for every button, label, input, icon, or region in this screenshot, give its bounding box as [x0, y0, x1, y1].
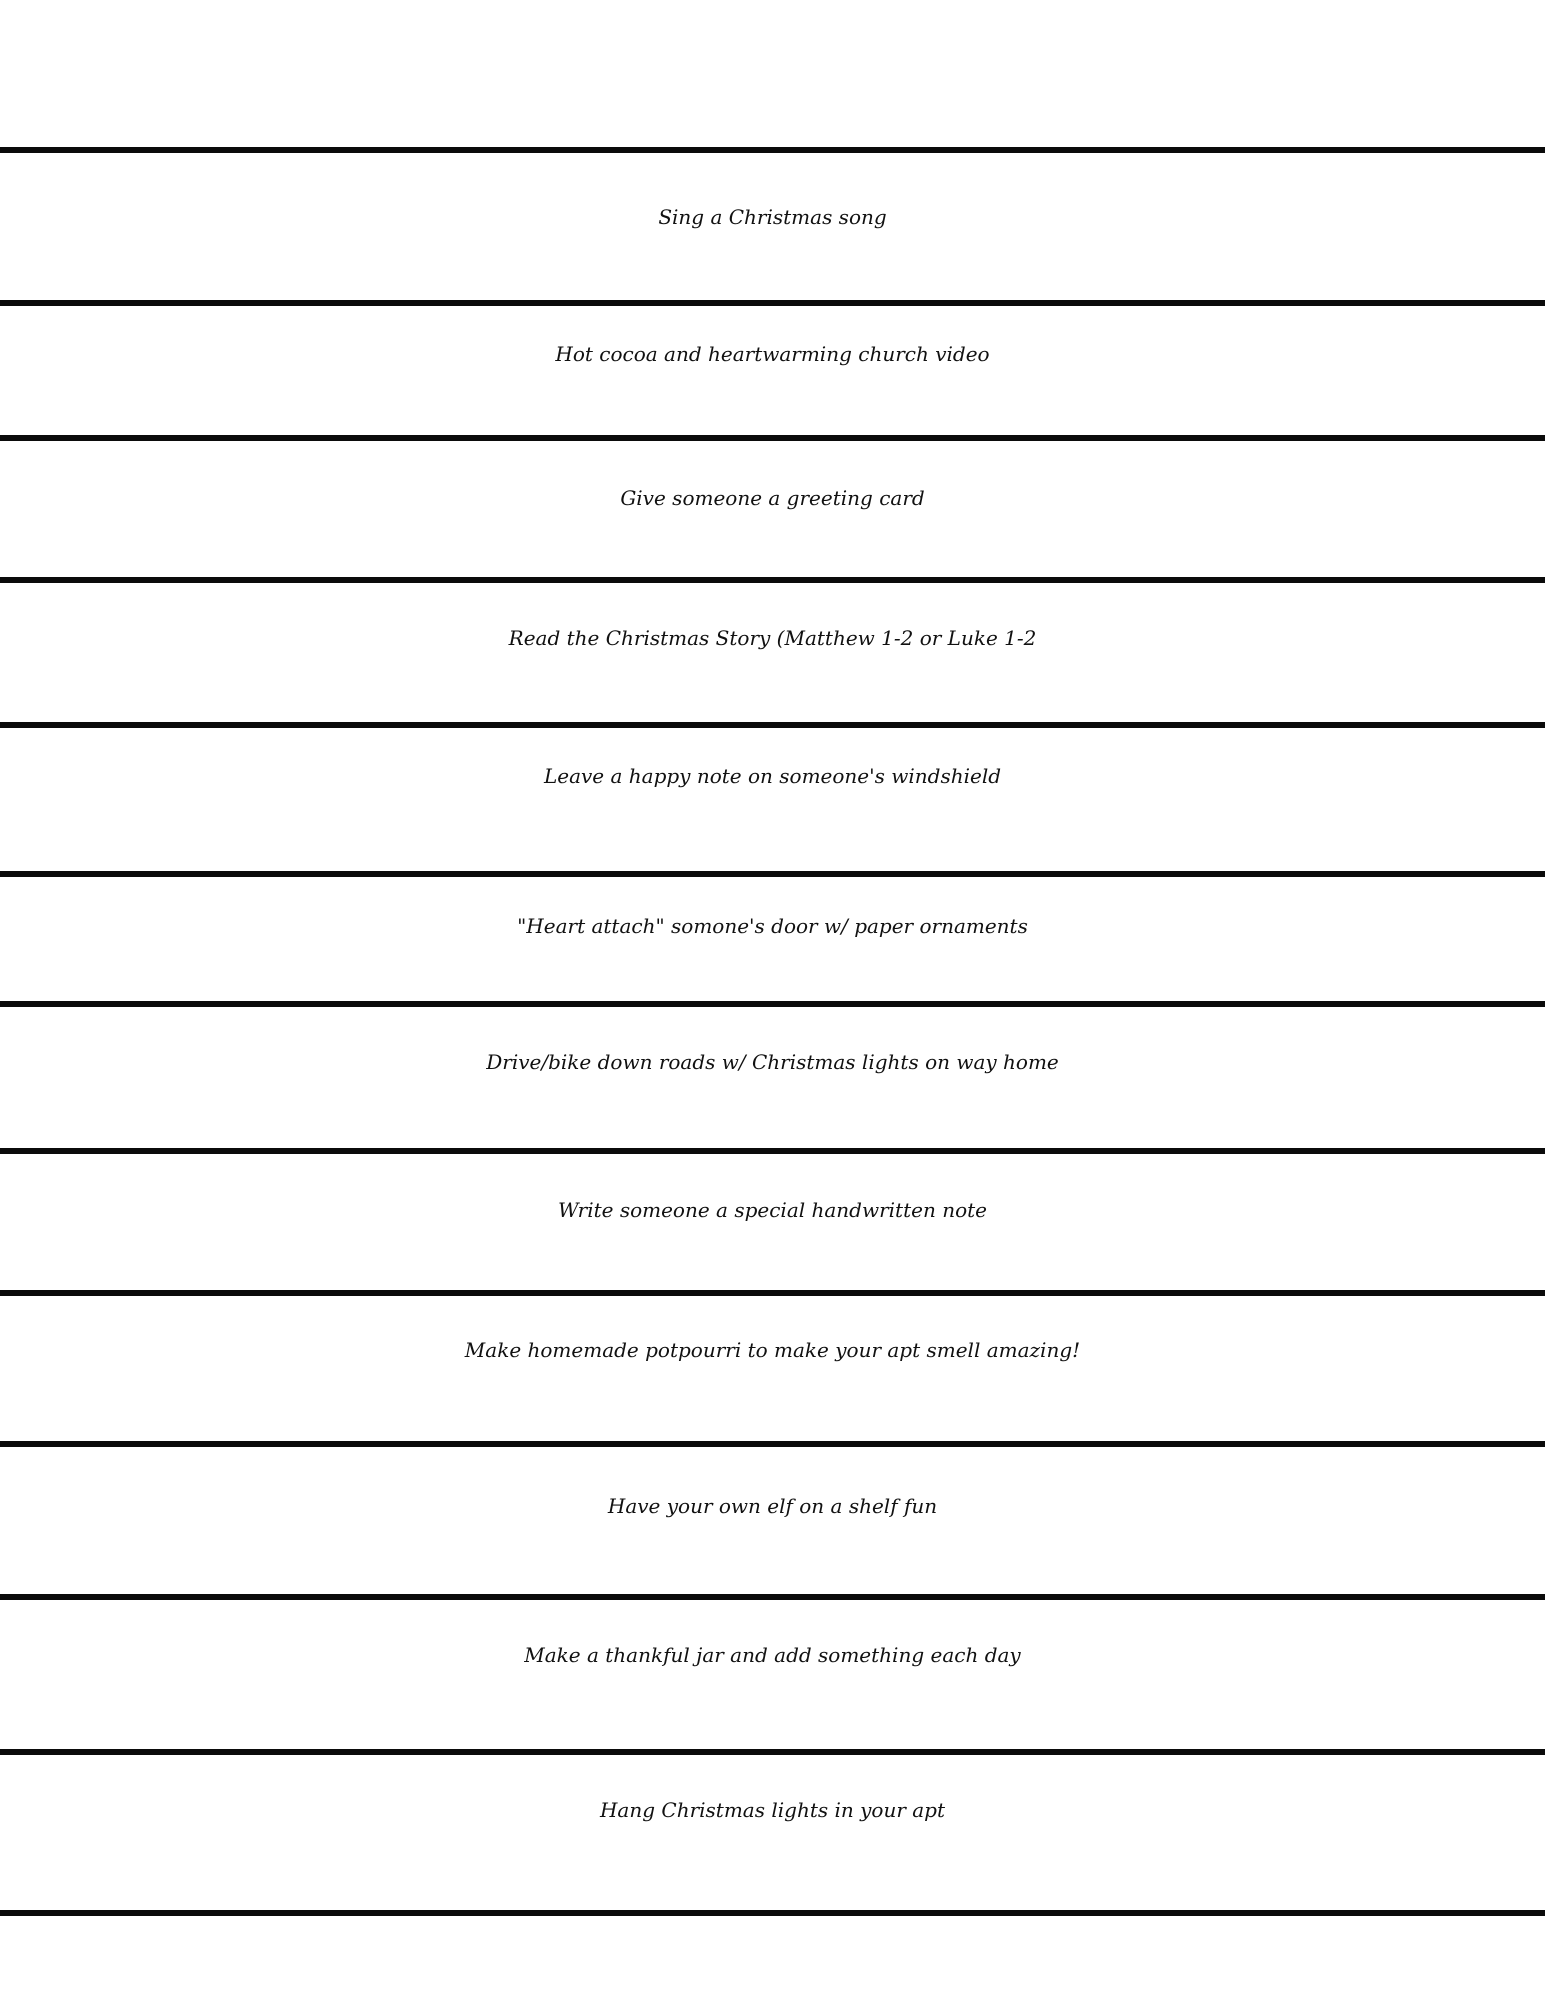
strip-text: Give someone a greeting card: [620, 486, 925, 510]
strip-text: Write someone a special handwritten note: [557, 1198, 988, 1222]
cut-line: [0, 1290, 1545, 1296]
cut-line: [0, 1148, 1545, 1154]
strip-text: Sing a Christmas song: [658, 205, 887, 229]
strip-text: Make a thankful jar and add something each day: [524, 1643, 1021, 1667]
strip-text: Hang Christmas lights in your apt: [599, 1798, 946, 1822]
cut-line: [0, 147, 1545, 153]
strip-text: Have your own elf on a shelf fun: [607, 1494, 938, 1518]
strip-text: Drive/bike down roads w/ Christmas lights on way home: [486, 1050, 1059, 1074]
strip-text: "Heart attach" somone's door w/ paper ornaments: [517, 914, 1028, 938]
strip-text: Read the Christmas Story (Matthew 1-2 or Luke 1-2: [508, 626, 1037, 650]
cut-line: [0, 1441, 1545, 1447]
strip-text: Leave a happy note on someone's windshield: [543, 764, 1002, 788]
cut-line: [0, 871, 1545, 877]
cut-line: [0, 722, 1545, 728]
cut-line: [0, 1594, 1545, 1600]
cut-line: [0, 577, 1545, 583]
strip-text: Make homemade potpourri to make your apt smell amazing!: [464, 1338, 1081, 1362]
strip-text: Hot cocoa and heartwarming church video: [555, 342, 990, 366]
cut-line: [0, 300, 1545, 306]
cut-line: [0, 1910, 1545, 1916]
cut-line: [0, 1001, 1545, 1007]
cut-line: [0, 435, 1545, 441]
cut-line: [0, 1749, 1545, 1755]
